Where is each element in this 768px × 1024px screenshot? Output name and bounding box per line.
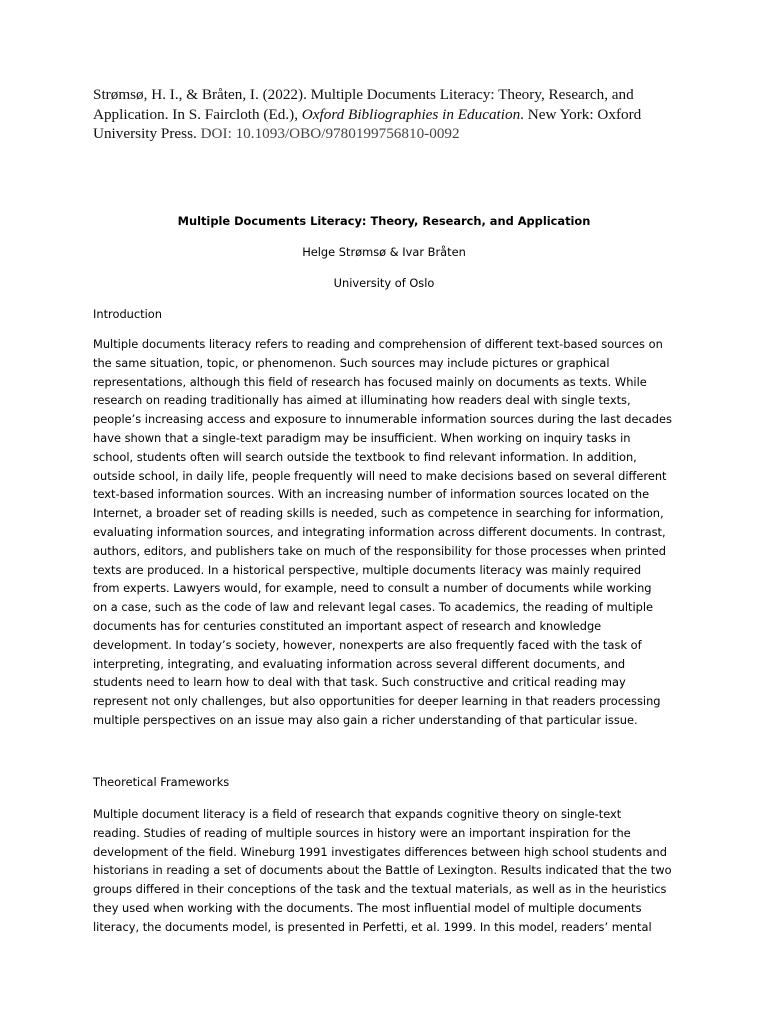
text-line: people’s increasing access and exposure to innumerable information sources during the last decades [93,412,672,427]
citation-line-2 [93,105,693,125]
text-line: historians in reading a set of documents about the Battle of Lexington. Results indicated that the two [93,863,672,878]
document-affiliation: University of Oslo [333,276,435,290]
text-line: groups differed in their conceptions of the task and the textual materials, as well as in the heuristics [93,882,667,897]
citation-line-3 [93,124,693,144]
text-line: represent not only challenges, but also opportunities for deeper learning in that readers processing [93,694,661,709]
citation-doi: DOI: 10.1093/OBO/9780199756810-0092 [200,125,460,142]
text-line: they used when working with the documents. The most influential model of multiple documents [93,900,642,915]
text-line: Multiple documents literacy refers to reading and comprehension of different text-based sources on [93,337,663,351]
text-line: representations, although this field of research has focused mainly on documents as texts. While [93,374,647,389]
text-line: school, students often will search outside the textbook to find relevant information. In addition, [93,449,637,464]
text-line: Internet, a broader set of reading skills is needed, such as competence in searching for information, [93,506,664,521]
text-line: research on reading traditionally has aimed at illuminating how readers deal with single texts, [93,393,631,408]
text-line: text-based information sources. With an increasing number of information sources located on the [93,487,650,502]
document-authors: Helge Strømsø & Ivar Bråten [302,245,466,259]
citation-line-1: Strømsø, H. I., & Bråten, I. (2022). Multiple Documents Literacy: Theory, Research, and [93,86,634,103]
citation-italic-title: Oxford Bibliographies in Education [301,105,521,123]
text-line: literacy, the documents model, is presented in Perfetti, et al. 1999. In this model, readers’ mental [93,919,652,934]
text-line: interpreting, integrating, and evaluating information across several different documents, and [93,656,626,671]
text-line: evaluating information sources, and integrating information across different documents. In contrast, [93,524,666,539]
citation-block [93,85,693,144]
text-line: outside school, in daily life, people frequently will need to make decisions based on several different [93,468,667,483]
text-line: reading. Studies of reading of multiple sources in history were an important inspiration for the [93,825,631,840]
citation-text: Application. In S. Faircloth (Ed.), [93,105,302,123]
text-line: authors, editors, and publishers take on much of the responsibility for those processes when printed [93,543,666,558]
text-line: the same situation, topic, or phenomenon. Such sources may include pictures or graphical [93,355,610,370]
text-line: have shown that a single-text paradigm may be insufficient. When working on inquiry tasks in [93,430,631,445]
text-line: development of the field. Wineburg 1991 investigates differences between high school students and [93,844,667,859]
theoretical-frameworks-paragraph [93,805,693,937]
text-line: on a case, such as the code of law and relevant legal cases. To academics, the reading of multiple [93,600,654,615]
introduction-paragraph [93,335,693,730]
text-line: Multiple document literacy is a field of research that expands cognitive theory on single-text [93,807,622,821]
document-title: Multiple Documents Literacy: Theory, Research, and Application [177,214,591,228]
text-line: texts are produced. In a historical perspective, multiple documents literacy was mainly required [93,562,642,577]
section-heading-introduction: Introduction [93,307,162,321]
text-line: from experts. Lawyers would, for example, need to consult a number of documents while working [93,581,652,596]
citation-text: . New York: Oxford [520,105,642,123]
text-line: documents has for centuries constituted an important aspect of research and knowledge [93,618,602,633]
text-line: multiple perspectives on an issue may also gain a richer understanding of that particular issue. [93,712,638,727]
section-heading-theoretical-frameworks: Theoretical Frameworks [93,775,230,789]
text-line: development. In today’s society, however, nonexperts are also frequently faced with the task of [93,637,642,652]
text-line: students need to learn how to deal with that task. Such constructive and critical reading may [93,675,626,690]
citation-text: University Press. [93,125,201,142]
